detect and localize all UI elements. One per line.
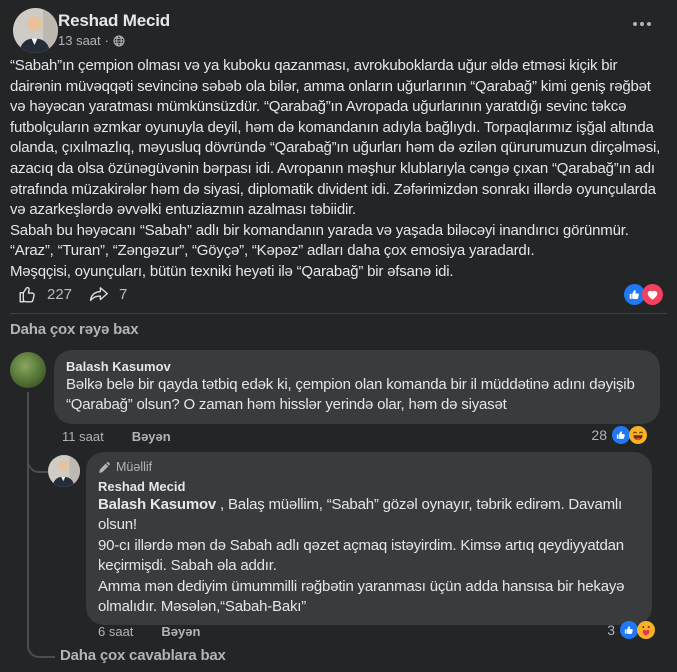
post-body <box>10 56 670 283</box>
post-paragraph: Sabah bu həyəcanı “Sabah” adlı bir komandanın yarada və yaşada biləcəyi inandırıcı görünmür. <box>10 221 629 239</box>
reply-timestamp[interactable]: 6 saat <box>98 624 134 639</box>
reply-paragraph: 90-cı illərdə mən də Sabah adlı qəzet açmaq istəyirdim. Kimsə artıq qeydiyyatdan keçirmişdi. Sabah əla addır. <box>98 536 624 575</box>
post-paragraph: “Araz”, “Turan”, “Zəngəzur”, “Göyçə”, “Kəpəz” adları daha çox emosiya yaradardı. <box>10 242 535 260</box>
thread-line <box>27 392 29 634</box>
post-timestamp[interactable]: 13 saat <box>58 33 101 48</box>
reply-author-name[interactable]: Reshad Mecid <box>98 479 186 494</box>
meta-dot: · <box>104 33 109 48</box>
comment-footer <box>62 429 171 444</box>
mention-link[interactable]: Balash Kasumov <box>98 496 217 513</box>
globe-icon <box>113 35 125 47</box>
share-action-button[interactable] <box>88 283 127 305</box>
reply-reaction-badges[interactable] <box>607 621 655 639</box>
avatar-portrait <box>13 8 58 53</box>
reply-text-segment: , Balaş müəllim, “Sabah” gözəl oynayır, təbrik edirəm. Davamlı olsun! <box>98 496 622 534</box>
love-reaction-icon <box>642 284 663 305</box>
comment-author-avatar[interactable] <box>10 352 46 388</box>
post-author-avatar[interactable] <box>13 8 58 53</box>
author-badge <box>98 460 640 475</box>
share-count: 7 <box>119 285 128 303</box>
ellipsis-icon <box>633 22 637 26</box>
avatar-portrait <box>48 455 80 487</box>
care-reaction-icon <box>637 621 655 639</box>
thread-bottom-line <box>27 634 55 658</box>
reply-bubble <box>86 452 652 625</box>
reply-footer <box>98 624 200 639</box>
comment-reaction-count: 28 <box>591 427 607 443</box>
reply-paragraph <box>98 495 640 536</box>
pen-icon <box>98 461 111 474</box>
share-arrow-icon <box>88 283 110 305</box>
post-meta <box>58 33 125 48</box>
comment-timestamp[interactable]: 11 saat <box>62 429 104 444</box>
comment-like-button[interactable]: Bəyən <box>131 429 171 444</box>
reply-paragraph: Amma mən dediyim ümummilli rəğbətin yaranması üçün adda hansısa bir hekayə olmalıdır. Məsələn,“Sabah-Bakı” <box>98 577 625 616</box>
thumbs-up-icon <box>16 283 38 305</box>
comment-bubble <box>54 350 660 424</box>
view-more-replies-link[interactable]: Daha çox cavablara bax <box>60 647 226 664</box>
like-count: 227 <box>47 285 73 303</box>
like-reaction-icon <box>612 426 630 444</box>
reply-author-avatar[interactable] <box>48 455 80 487</box>
thread-branch-line <box>27 443 50 473</box>
post-paragraph: Məşqçisi, oyunçuları, bütün texniki heyəti ilə “Qarabağ” bir əfsanə idi. <box>10 262 454 280</box>
haha-reaction-icon <box>629 426 647 444</box>
section-divider <box>10 313 667 314</box>
post-paragraph: “Sabah”ın çempion olması və ya kuboku qazanması, avrokuboklarda uğur əldə etməsi kiçik bir dairənin müvəqqəti sevincinə səbəb ola bilər, amma onların uğurlarının “Qarabağ” kimi geniş rəğbət və həyəcan yaratması mümkünsüzdür. “Qarabağ”ın Avropada uğurlarının yaratdığı sevinc təkcə futbolçuların əzmkar oyunuyla deyil, həm də komandanın adıyla bağlıydı. Torpaqlarımız işğal altında olanda, çıxılmazlıq, məyusluq dövründə “Qarabağ”ın uğurları həm də əzilən qürurumuzun dirçəlməsi, azacıq da olsa özünəgüvənin bərpası idi. Avropanın məşhur klublarıyla cəngə çıxan “Qarabağ”ın adı ətrafında müzakirələr həm də siyasi, diplomatik divident idi. Zəfərimizdən sonrakı illərdə oyunçularda və azarkeşlərdə əvvəlki entuziazmın azalması təbiidir. <box>10 57 661 219</box>
reply-like-button[interactable]: Bəyən <box>161 624 201 639</box>
like-action-button[interactable] <box>16 283 72 305</box>
comment-text: Bəlkə belə bir qayda tətbiq edək ki, çempion olan komanda bir il müddətinə adını dəyişib “Qarabağ” olsun? O zaman həm hisslər yerində olar, həm də siyasət <box>66 376 635 414</box>
post-reaction-badges[interactable] <box>624 284 663 305</box>
author-badge-label: Müəllif <box>116 460 153 474</box>
like-reaction-icon <box>620 621 638 639</box>
view-more-comments-link[interactable]: Daha çox rəyə bax <box>10 321 139 338</box>
comment-reaction-badges[interactable] <box>591 426 647 444</box>
reply-reaction-count: 3 <box>607 622 615 638</box>
post-author-name[interactable]: Reshad Mecid <box>58 11 170 30</box>
reply-text <box>98 495 640 617</box>
more-options-button[interactable] <box>626 14 658 34</box>
comment-author-name[interactable]: Balash Kasumov <box>66 359 171 374</box>
